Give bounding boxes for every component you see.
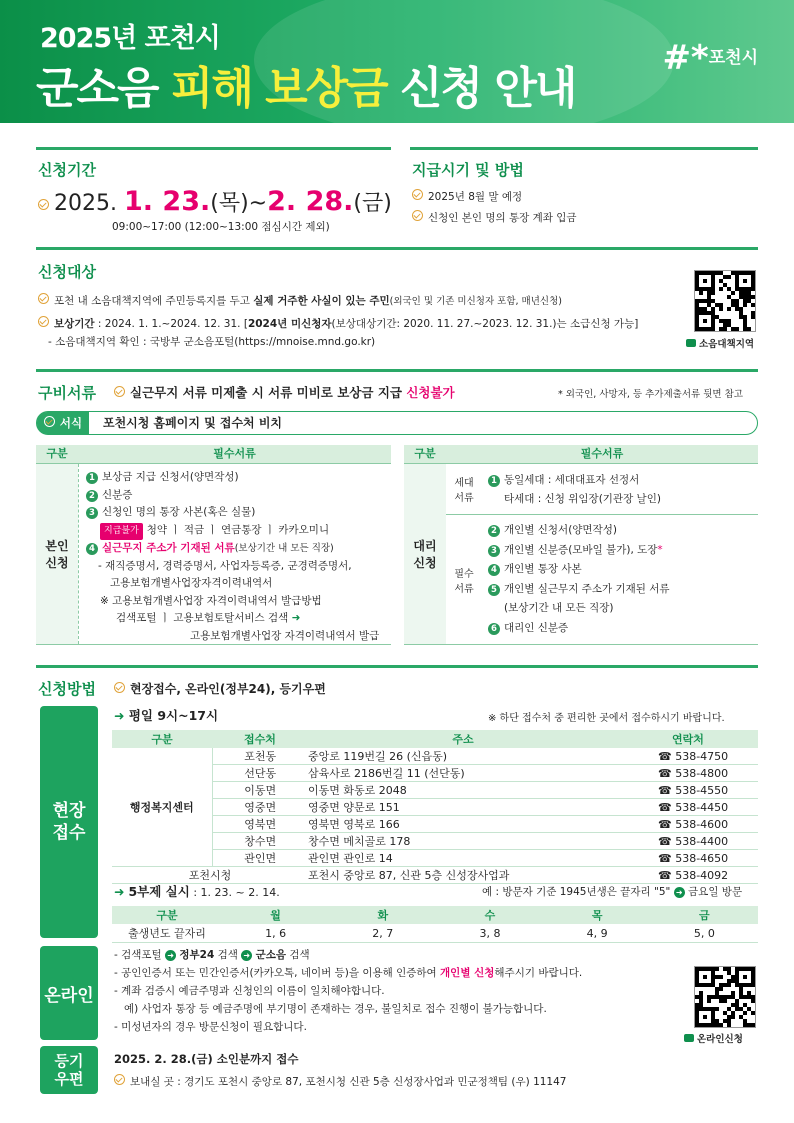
period-hours: 09:00~17:00 (12:00~13:00 점심시간 제외) [112, 221, 330, 233]
mail-deadline: 2025. 2. 28.(금) 소인분까지 접수 [114, 1052, 299, 1066]
phone-icon: ☎ [658, 783, 672, 797]
household-label: 세대 서류 [454, 478, 474, 504]
docs-warning: 실근무지 서류 미제출 시 서류 미비로 보상금 지급 신청불가 [114, 383, 455, 401]
form-label: 서식 [37, 412, 89, 434]
method-summary: 현장접수, 온라인(정부24), 등기우편 [114, 680, 326, 697]
table-header: 구분 필수서류 [36, 445, 391, 464]
period-dates: 2025. 1. 23.(목)~2. 28.(금) [38, 186, 392, 217]
payment-heading: 지급시기 및 방법 [412, 161, 524, 179]
proxy-items: 2 개인별 신청서(양면작성) 3 개인별 신분증(모바일 불가), 도장* 4 개인별 통장 사본 5 개인별 실근무지 주소가 기재된 서류 (보상기간 내 모든 직장) 6 대리인 신분증 [488, 521, 670, 638]
target-heading: 신청대상 [38, 263, 96, 281]
phone-icon: ☎ [658, 766, 672, 780]
list-item: 1 동일세대 : 세대대표자 선정서 [488, 471, 661, 490]
mail-address: 보내실 곳 : 경기도 포천시 중앙로 87, 포천시청 신관 5층 신성장사업과 민군정책팀 (우) 11147 [114, 1074, 566, 1089]
list-item: 3 신청인 명의 통장 사본(혹은 실물) [86, 504, 379, 522]
five-day-table: 구분 월 화 수 목 금 출생년도 끝자리 1, 6 2, 7 3, 8 4, 9 5, 0 [112, 906, 758, 943]
divider [410, 147, 758, 150]
table-row: 영북면 영북면 영북로 166 ☎ 538-4600 [112, 816, 758, 833]
table-row: 창수면 창수면 메치골로 178 ☎ 538-4400 [112, 833, 758, 850]
target-line-3: - 소음대책지역 확인 : 국방부 군소음포털(https://mnoise.mnd.go.kr) [48, 336, 376, 348]
list-item: 4 개인별 통장 사본 [488, 560, 670, 580]
list-item: 타세대 : 신청 위임장(기관장 날인) [504, 493, 661, 505]
method-heading: 신청방법 [38, 680, 96, 698]
docs-heading: 구비서류 [38, 384, 96, 402]
proxy-label: 대리 신청 [404, 464, 446, 644]
weekday-hours: ➜ 평일 9시~17시 [114, 708, 219, 723]
table-row: 선단동 삼육사로 2186번길 11 (선단동) ☎ 538-4800 [112, 765, 758, 782]
check-icon [412, 189, 423, 200]
five-day-rule: ➜ 5부제 실시 : 1. 23. ~ 2. 14. [114, 884, 280, 899]
table-row: 이동면 이동면 화동로 2048 ☎ 538-4550 [112, 782, 758, 799]
required-label: 필수 서류 [454, 569, 474, 595]
arrow-circle-icon: ➜ [241, 950, 252, 961]
list-item: 4 실근무지 주소가 기재된 서류(보상기간 내 모든 직장) [86, 540, 379, 558]
list-item: 2 신분증 [86, 487, 379, 505]
phone-icon: ☎ [658, 817, 672, 831]
check-icon [114, 1074, 125, 1085]
check-icon [38, 316, 49, 327]
divider [36, 369, 758, 372]
qr-code-online[interactable] [694, 966, 756, 1028]
check-icon [114, 682, 125, 693]
main-title: 군소음 피해 보상금 신청 안내 [36, 63, 576, 114]
divider [36, 147, 391, 150]
logo-mark-icon: #* [662, 38, 709, 78]
self-docs-table [36, 445, 391, 645]
divider [36, 247, 758, 250]
target-line-2: 보상기간 : 2024. 1. 1.~2024. 12. 31. [2024년 미신청자(보상대상기간: 2020. 11. 27.~2023. 12. 31.)는 소급신청 가능] [38, 316, 638, 331]
year-title: 2025년 포천시 [40, 23, 220, 54]
self-label: 본인 신청 [36, 464, 78, 644]
qr-label: 소음대책지역 [686, 336, 754, 350]
qr-label: 온라인신청 [684, 1031, 743, 1045]
target-line-1: 포천 내 소음대책지역에 주민등록지를 두고 실제 거주한 사실이 있는 주민(외국인 및 기존 미신청자 포함, 매년신청) [38, 293, 562, 308]
table-row: 관인면 관인면 관인로 14 ☎ 538-4650 [112, 850, 758, 867]
arrow-right-icon: ➜ [114, 708, 125, 723]
table-row: 영중면 영중면 양문로 151 ☎ 538-4450 [112, 799, 758, 816]
online-steps: - 검색포털 ➜ 정부24 검색 ➜ 군소음 검색 - 공인인증서 또는 민간인증서(카카오톡, 네이버 등)을 이용해 인증하여 개인별 신청해주시기 바랍니다. - 계좌 검증시 예금주명과 신청인의 이름이 일치해야합니다. 예) 사업자 통장 등 예금주명에 부기명이 존재하는 경우, 불일치로 접수 진행이 불가능합니다. - 미성년자의 경우 방문신청이 필요합니다. [114, 949, 583, 1033]
five-day-note: 예 : 방문자 기준 1945년생은 끝자리 "5" ➜ 금요일 방문 [482, 886, 743, 898]
check-icon [412, 210, 423, 221]
arrow-right-icon: ➜ [291, 612, 301, 624]
phone-icon: ☎ [658, 851, 672, 865]
camera-icon [684, 1034, 694, 1042]
list-item: 6 대리인 신분증 [488, 619, 670, 639]
divider [36, 665, 758, 668]
header-banner [0, 0, 794, 123]
table-row: 출생년도 끝자리 1, 6 2, 7 3, 8 4, 9 5, 0 [112, 924, 758, 943]
check-icon [44, 416, 55, 427]
phone-icon: ☎ [658, 834, 672, 848]
check-icon [38, 199, 49, 210]
mail-label: 등기 우편 [40, 1046, 98, 1094]
phone-icon: ☎ [658, 749, 672, 763]
phone-icon: ☎ [658, 868, 672, 882]
arrow-right-icon: ➜ [114, 884, 125, 899]
payment-item: 신청인 본인 명의 통장 계좌 입금 [412, 210, 577, 225]
online-label: 온라인 [40, 946, 98, 1040]
check-icon [114, 386, 125, 397]
arrow-circle-icon: ➜ [674, 887, 685, 898]
list-item: 5 개인별 실근무지 주소가 기재된 서류 [488, 580, 670, 600]
phone-icon: ☎ [658, 800, 672, 814]
period-heading: 신청기간 [38, 161, 96, 179]
qr-code-noise-area[interactable] [694, 270, 756, 332]
proxy-docs-table [404, 445, 758, 645]
pocheon-logo: #*포천시 [662, 38, 758, 78]
arrow-circle-icon: ➜ [165, 950, 176, 961]
check-icon [38, 293, 49, 304]
form-text: 포천시청 홈페이지 및 접수처 비치 [103, 416, 283, 430]
list-item: 2 개인별 신청서(양면작성) [488, 521, 670, 541]
office-table: 구분 접수처 주소 연락처 행정복지센터 포천동 중앙로 119번길 26 (신읍동) ☎ 538-4750 선단동 삼육사로 2186번길 11 (선단동) ☎ 538-4800 이동면 이동면 화동로 2048 ☎ 538-4550 영중면 영중면 양문로 151 ☎ 538-4450 영북면 영북면 영북로 166 ☎ 538-4600 창수면 창수면 메치골로 178 ☎ 538-4400 관인면 관인면 관인로 14 ☎ 538-4650 포천시청 포천시 중앙로 87, 신관 5층 신성장사업과 ☎ 538-4092 [112, 730, 758, 884]
onsite-label: 현장 접수 [40, 706, 98, 938]
self-items: 1 보상금 지급 신청서(양면작성) 2 신분증 3 신청인 명의 통장 사본(혹은 실물) 지급불가 청약 ㅣ 적금 ㅣ 연금통장 ㅣ 카카오미니 4 실근무지 주소가 기재된 서류(보상기간 내 모든 직장) - 재직증명서, 경력증명서, 사업자등록증, 군경력증명서, 고용보험개별사업장자격이력내역서 ※ 고용보험개별사업장 자격이력내역서 발급방법 검색포털 ㅣ 고용보험토탈서비스 검색 ➜ 고용보험개별사업장 자격이력내역서 발급 [86, 469, 379, 645]
table-row: 행정복지센터 포천동 중앙로 119번길 26 (신읍동) ☎ 538-4750 [112, 748, 758, 765]
docs-note: * 외국인, 사망자, 등 추가제출서류 뒷면 참고 [558, 389, 743, 400]
camera-icon [686, 339, 696, 347]
form-bar [36, 411, 758, 435]
list-item: 1 보상금 지급 신청서(양면작성) [86, 469, 379, 487]
list-item: 3 개인별 신분증(모바일 불가), 도장* [488, 541, 670, 561]
table-header: 구분 필수서류 [404, 445, 758, 464]
weekday-note: ※ 하단 접수처 중 편리한 곳에서 접수하시기 바랍니다. [488, 713, 725, 724]
no-pay-badge: 지급불가 [100, 523, 143, 541]
table-row: 포천시청 포천시 중앙로 87, 신관 5층 신성장사업과 ☎ 538-4092 [112, 867, 758, 884]
payment-item: 2025년 8월 말 예정 [412, 189, 522, 204]
list-item: 지급불가 청약 ㅣ 적금 ㅣ 연금통장 ㅣ 카카오미니 [86, 522, 379, 541]
household-items [488, 471, 661, 509]
